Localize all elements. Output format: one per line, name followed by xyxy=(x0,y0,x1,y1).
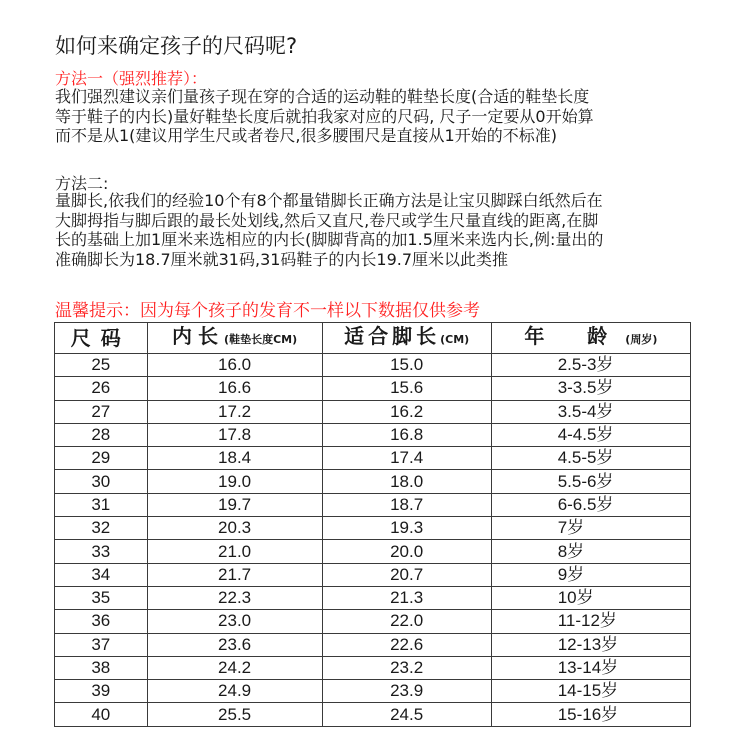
header-size: 尺码 xyxy=(55,323,148,354)
cell-foot-length: 19.3 xyxy=(322,517,491,540)
cell-age: 9岁 xyxy=(491,563,690,586)
tip-notice: 温馨提示：因为每个孩子的发育不一样以下数据仅供参考 xyxy=(55,301,480,321)
table-row xyxy=(55,470,691,493)
cell-inner-length: 17.2 xyxy=(147,400,322,423)
cell-foot-length: 17.4 xyxy=(322,447,491,470)
cell-age: 5.5-6岁 xyxy=(491,470,690,493)
table-row xyxy=(55,633,691,656)
cell-age: 13-14岁 xyxy=(491,656,690,679)
header-foot-length: 适合脚长(CM) xyxy=(322,323,491,354)
cell-age: 12-13岁 xyxy=(491,633,690,656)
cell-foot-length: 20.7 xyxy=(322,563,491,586)
cell-inner-length: 17.8 xyxy=(147,423,322,446)
table-row xyxy=(55,517,691,540)
cell-inner-length: 21.0 xyxy=(147,540,322,563)
cell-age: 11-12岁 xyxy=(491,610,690,633)
cell-size: 34 xyxy=(55,563,148,586)
method2-line-1: 量脚长,依我们的经验10个有8个都量错脚长正确方法是让宝贝脚踩白纸然后在 xyxy=(55,191,603,210)
method2-heading: 方法二: xyxy=(55,174,109,193)
header-age: 年 龄(周岁) xyxy=(491,323,690,354)
table-row xyxy=(55,586,691,609)
cell-foot-length: 16.2 xyxy=(322,400,491,423)
table-row xyxy=(55,423,691,446)
cell-size: 29 xyxy=(55,447,148,470)
table-row xyxy=(55,377,691,400)
cell-size: 35 xyxy=(55,586,148,609)
cell-foot-length: 18.0 xyxy=(322,470,491,493)
table-row xyxy=(55,563,691,586)
cell-foot-length: 23.2 xyxy=(322,656,491,679)
cell-inner-length: 24.9 xyxy=(147,680,322,703)
cell-age: 2.5-3岁 xyxy=(491,354,690,377)
cell-foot-length: 22.6 xyxy=(322,633,491,656)
page-title: 如何来确定孩子的尺码呢? xyxy=(55,34,298,58)
table-row xyxy=(55,400,691,423)
table-row xyxy=(55,703,691,726)
size-chart-table xyxy=(54,322,691,727)
cell-foot-length: 16.8 xyxy=(322,423,491,446)
cell-foot-length: 18.7 xyxy=(322,493,491,516)
header-inner-length: 内长(鞋垫长度CM) xyxy=(147,323,322,354)
cell-inner-length: 24.2 xyxy=(147,656,322,679)
cell-size: 32 xyxy=(55,517,148,540)
table-row xyxy=(55,680,691,703)
table-row xyxy=(55,354,691,377)
cell-foot-length: 20.0 xyxy=(322,540,491,563)
method1-line-2: 等于鞋子的内长)量好鞋垫长度后就拍我家对应的尺码, 尺子一定要从0开始算 xyxy=(55,106,594,126)
cell-age: 3.5-4岁 xyxy=(491,400,690,423)
cell-foot-length: 24.5 xyxy=(322,703,491,726)
cell-size: 30 xyxy=(55,470,148,493)
method2-line-4: 准确脚长为18.7厘米就31码,31码鞋子的内长19.7厘米以此类推 xyxy=(55,249,509,269)
cell-size: 26 xyxy=(55,377,148,400)
method1-body xyxy=(55,87,705,146)
cell-age: 4-4.5岁 xyxy=(491,423,690,446)
cell-size: 25 xyxy=(55,354,148,377)
cell-size: 38 xyxy=(55,656,148,679)
cell-foot-length: 22.0 xyxy=(322,610,491,633)
cell-inner-length: 16.6 xyxy=(147,377,322,400)
cell-inner-length: 25.5 xyxy=(147,703,322,726)
method1-line-1: 我们强烈建议亲们量孩子现在穿的合适的运动鞋的鞋垫长度(合适的鞋垫长度 xyxy=(55,87,590,106)
table-row xyxy=(55,610,691,633)
cell-inner-length: 19.7 xyxy=(147,493,322,516)
cell-age: 10岁 xyxy=(491,586,690,609)
table-header-row xyxy=(55,323,691,354)
cell-age: 4.5-5岁 xyxy=(491,447,690,470)
cell-inner-length: 20.3 xyxy=(147,517,322,540)
table-row xyxy=(55,656,691,679)
cell-size: 28 xyxy=(55,423,148,446)
method1-heading: 方法一（强烈推荐）： xyxy=(55,69,208,88)
cell-inner-length: 22.3 xyxy=(147,586,322,609)
cell-age: 3-3.5岁 xyxy=(491,377,690,400)
cell-size: 33 xyxy=(55,540,148,563)
method2-line-3: 长的基础上加1厘米来选相应的内长(脚脚背高的加1.5厘米来选内长,例:量出的 xyxy=(55,230,604,250)
cell-age: 6-6.5岁 xyxy=(491,493,690,516)
cell-age: 8岁 xyxy=(491,540,690,563)
table-row xyxy=(55,540,691,563)
cell-size: 40 xyxy=(55,703,148,726)
cell-age: 14-15岁 xyxy=(491,680,690,703)
cell-inner-length: 18.4 xyxy=(147,447,322,470)
method1-line-3: 而不是从1(建议用学生尺或者卷尺,很多腰围尺是直接从1开始的不标准) xyxy=(55,126,557,146)
cell-size: 31 xyxy=(55,493,148,516)
cell-inner-length: 23.6 xyxy=(147,633,322,656)
cell-inner-length: 21.7 xyxy=(147,563,322,586)
cell-inner-length: 23.0 xyxy=(147,610,322,633)
cell-foot-length: 15.0 xyxy=(322,354,491,377)
cell-inner-length: 16.0 xyxy=(147,354,322,377)
method2-line-2: 大脚拇指与脚后跟的最长处划线,然后又直尺,卷尺或学生尺量直线的距离,在脚 xyxy=(55,210,599,230)
cell-foot-length: 15.6 xyxy=(322,377,491,400)
table-row xyxy=(55,493,691,516)
cell-inner-length: 19.0 xyxy=(147,470,322,493)
method2-body xyxy=(55,191,705,269)
cell-age: 15-16岁 xyxy=(491,703,690,726)
cell-size: 27 xyxy=(55,400,148,423)
cell-size: 36 xyxy=(55,610,148,633)
table-row xyxy=(55,447,691,470)
cell-foot-length: 21.3 xyxy=(322,586,491,609)
cell-size: 39 xyxy=(55,680,148,703)
cell-size: 37 xyxy=(55,633,148,656)
cell-foot-length: 23.9 xyxy=(322,680,491,703)
cell-age: 7岁 xyxy=(491,517,690,540)
